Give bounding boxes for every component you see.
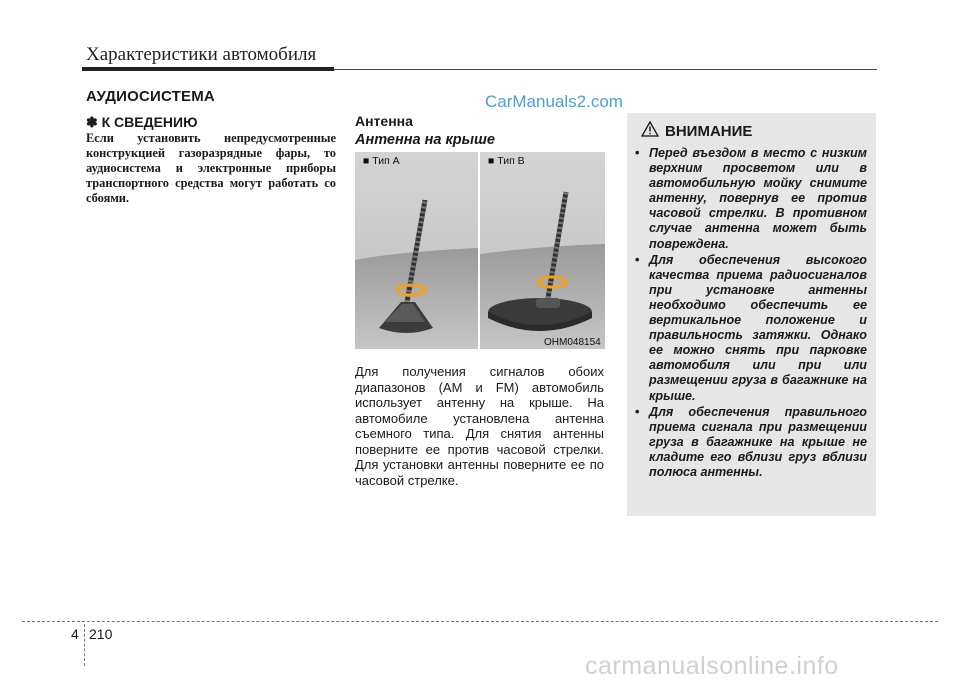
antenna-subheading: Антенна на крыше bbox=[355, 132, 496, 148]
warning-triangle-icon bbox=[641, 121, 659, 142]
note-heading: ✽ К СВЕДЕНИЮ bbox=[86, 114, 198, 130]
antenna-body-text: Для получения сигналов обоих диапазонов (AM и FM) автомобиль использует антенну на крыше. На автомобиле установлена антенна съемного типа. Для снятия антенны поверните ее против часовой стрелки. Для установки антенны поверните ее по часовой стрелке. bbox=[355, 364, 604, 488]
antenna-heading: Антенна bbox=[355, 113, 413, 129]
watermark-link[interactable]: CarManuals2.com bbox=[485, 92, 623, 111]
page-header-title: Характеристики автомобиля bbox=[86, 44, 317, 65]
warning-box bbox=[627, 113, 876, 516]
footer-rule bbox=[22, 621, 938, 622]
header-rule-thick bbox=[82, 67, 334, 71]
section-title: АУДИОСИСТЕМА bbox=[86, 88, 215, 105]
antenna-type-b-illustration bbox=[480, 152, 605, 349]
page-number: 210 bbox=[89, 626, 113, 642]
antenna-type-a-illustration bbox=[355, 152, 478, 349]
warning-item: • Для обеспечения правильного приема сигнала при размещении груза в багажнике на крыше не кладите его вблизи груз вблизи полюса антенны. bbox=[635, 404, 867, 479]
type-b-label: ■ Тип B bbox=[488, 155, 525, 167]
footer-divider bbox=[84, 624, 85, 666]
image-code: OHM048154 bbox=[544, 337, 601, 348]
note-text: Если установить непредусмотренные конструкцией газоразрядные фары, то аудиосистема и электронные приборы транспортного средства могут работать со сбоями. bbox=[86, 131, 336, 205]
site-watermark: carmanualsonline.info bbox=[585, 652, 839, 680]
warning-item: • Перед въездом в место с низким верхним просветом или в автомобильную мойку снимите антенну, повернув ее против часовой стрелки. В противном случае антенна может быть повреждена. bbox=[635, 146, 867, 251]
warning-item: • Для обеспечения высокого качества приема радиосигналов при установке антенны необходимо обеспечить ее вертикальное положение и правильность затяжки. Однако ее можно снять при парковке автомобиля или при или размещении груза в багажнике на крыше. bbox=[635, 252, 867, 403]
chapter-number: 4 bbox=[71, 626, 79, 642]
warning-title: ВНИМАНИЕ bbox=[665, 123, 753, 140]
warning-list bbox=[635, 146, 867, 480]
header-rule-thin bbox=[334, 69, 877, 70]
type-a-label: ■ Тип A bbox=[363, 155, 400, 167]
